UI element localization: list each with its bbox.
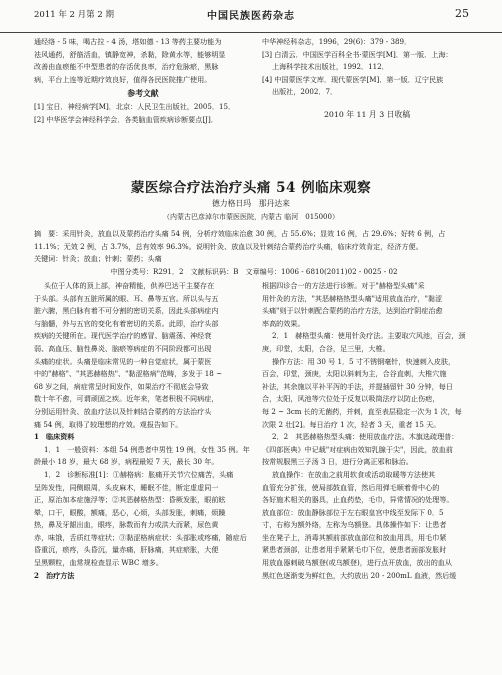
page-number: 25 bbox=[455, 7, 469, 20]
text-line: 按常规服黑三子汤 3 日，进行分离正邪和脉治。 bbox=[262, 457, 413, 467]
issue-date: 2011 年 2 月第 2 期 bbox=[34, 10, 114, 20]
text-line: 用放血器刺破乌额登(或乌额登)，进行点开放血，放出的血从 bbox=[262, 558, 452, 568]
text-line: 呈黑颗粒，血常规检查显示 WBC 增多。 bbox=[34, 558, 163, 568]
text-line: 疾病的关键所在。现代医学治疗的感冒、脑震荡、神经衰 bbox=[34, 331, 212, 341]
text-line: 数十年不愈，可谓顽固之疾。近年来，笔者积极不同病症， bbox=[34, 394, 219, 404]
text-line: 通经络 - 5 味，喝古拉 - 4 汤，塔如德 - 13 等药主要功能为 bbox=[34, 37, 222, 46]
reference-item: 上海科学技术出版社，1992．112． bbox=[272, 62, 389, 72]
text-line: 于头部。头部有五脏所属的眼、耳、鼻等五官。所以头与五 bbox=[34, 293, 219, 303]
text-line: 热，鼻及牙龈出血，眼疼，脉数而有力或洪大而紧，尿色黄 bbox=[34, 520, 219, 530]
text-line: 每 2 ~ 3cm 长的无菌药，并刺，直至表层稳定一次为 1 次，每 bbox=[262, 406, 462, 416]
text-line: 庚，印堂，太阳，合谷，足三里，大椎。 bbox=[262, 343, 390, 353]
text-line: 正，原治加本症施浮等；②其恶赫格热型：昏厥发胀，眼前眩 bbox=[34, 495, 226, 505]
text-line: 祛风通药，舒筋活血，镇静宽神，杀黏，除黄水等，能够明显 bbox=[34, 49, 226, 59]
reference-item: [4] 中国蒙医学文库．现代蒙医学[M]．第一版．辽宁民族 bbox=[262, 74, 444, 84]
text-line: 用针灸的方法，"其恶赫格热型头痛"适用放血治疗，"黏涩 bbox=[262, 293, 443, 303]
reference-item: 出版社，2002．7． bbox=[272, 87, 338, 97]
abstract bbox=[34, 228, 474, 278]
text-line: 2．1 赫格型头痛：使用针灸疗法。主要取穴风池，百会，颈 bbox=[272, 331, 466, 341]
text-line: 弱、高血压、脑性鼻炎、脑瘀等病症的不同阶段都可出现 bbox=[34, 343, 212, 353]
text-line: 1．1 一般资料：本组 54 例患者中男性 19 例，女性 35 例。年 bbox=[44, 444, 250, 454]
text-line: 1．2 诊断标准[1]：①赫格病：胀痛开关节穴位痛苦，头痛 bbox=[44, 469, 234, 479]
article-authors: 德力格日玛 那丹达来 bbox=[212, 199, 290, 208]
text-line: 与脑髓，外与五官的变化有着密切的关系。此即，治疗头部 bbox=[34, 318, 219, 328]
abstract-line: 11.1%；无效 2 例，占 3.7%，总有效率 96.3%。说明针灸、放血以及针刺结合蒙药治疗头痛，临床疗效肯定，经济方便。 bbox=[34, 241, 423, 251]
article-affiliation: （内蒙古巴彦淖尔市蒙医医院，内蒙古 临河 015000） bbox=[163, 213, 339, 221]
text-line: 龄最小 18 岁，最大 68 岁，病程最短 7 天，最长 30 年。 bbox=[34, 457, 219, 467]
text-line: 《四部医典》中记载"对症病由效知乳腺于尖"，因此，放血前 bbox=[262, 444, 453, 454]
journal-title: 中国民族医药杂志 bbox=[207, 11, 295, 22]
text-line: 根据四诊合一的方法进行诊断。对于"赫格型头痛"采 bbox=[262, 281, 425, 290]
text-line: 改善由血瘀能不中型患者的存活优良率，治疗危脉瘀，黑脉 bbox=[34, 62, 219, 72]
reference-item: 中华神经科杂志，1996，29(6)：379 - 389． bbox=[262, 37, 412, 46]
text-line: 放血操作：在放血之前用软食或活动取暖等方法使其 bbox=[272, 469, 436, 479]
text-line: 68 岁之间，病症常呈时间发作，如果治疗不彻底会导致 bbox=[34, 381, 209, 391]
section-heading: 1 临床资料 bbox=[34, 432, 75, 442]
text-line: 呈阵发性，同侧眼周，头皮麻木，睡眠不佳，断定虚虚同一 bbox=[34, 482, 219, 492]
text-line: 百会，印堂，颈庚，太阳以斜刺为主，合谷直刺，大椎穴施 bbox=[262, 369, 447, 379]
body-right-column bbox=[262, 280, 474, 582]
section-heading: 2 治疗方法 bbox=[34, 570, 75, 580]
abstract-line: 摘 要：采用针灸，放血以及蒙药治疗头痛 54 例，分析疗效临床治愈 30 例，占 55.6%；显效 16 例，占 29.6%；好转 6 例，占 bbox=[34, 229, 446, 238]
text-line: 坐在凳子上，消毒其额前部放血部位和放血用具，用毛巾紧 bbox=[262, 532, 447, 542]
text-line: 晕，口干，眼酸，额痛，恶心，心烦，头部发胀，刺痛，烦躁 bbox=[34, 507, 226, 517]
text-line: 黑红色逐渐变为鲜红色，大约放出 20 - 200mL 血液，然后缓 bbox=[262, 570, 457, 580]
text-line: 各好施术相关的器具，止血药垫，毛巾，异常情况的处理等。 bbox=[262, 495, 454, 505]
text-line: 中的"赫格"、"其恶赫格热"、"黏涩格病"范畴，多发于 18 ~ bbox=[34, 369, 223, 379]
prev-article-tail bbox=[34, 36, 252, 126]
text-line: 痛 54 例，取得了较理想的疗效。观报告如下。 bbox=[34, 419, 183, 429]
received-date: 2010 年 11 月 3 日收稿 bbox=[323, 109, 411, 119]
article-title: 蒙医综合疗法治疗头痛 54 例临床观察 bbox=[130, 180, 372, 196]
reference-item: [2] 中华医学会神经科学会．各类脑血管疾病诊断要点[J]． bbox=[34, 114, 218, 124]
body-left-column bbox=[34, 280, 252, 582]
text-line: 分别运用针灸、放血疗法以及针刺结合蒙药的方法治疗头 bbox=[34, 406, 212, 416]
reference-item: [1] 宝日．神经病学[M]．北京：人民卫生出版社，2005．15． bbox=[34, 101, 236, 111]
text-line: 补法，其余施以平补平泻的手法，并提插留针 30 分钟，每日 bbox=[262, 381, 453, 391]
text-line: 血管充分扩张，使局部鼓血管，然后用弹毛顺着骨中心的 bbox=[262, 482, 440, 492]
text-line: 2．2 其恶赫格热型头痛：使用放血疗法。木旗选疏理普： bbox=[272, 432, 459, 442]
text-line: 头痛的症状。头痛是临床常见的一种自觉症状，属于蒙医 bbox=[34, 356, 212, 366]
text-line: 病，平台上连等近期疗效良好，值得各民医院推广使用。 bbox=[34, 74, 212, 84]
text-line: 合，太阳，风池等穴位处于反复以吸筒法疗以防止伤疤， bbox=[262, 394, 440, 404]
classification-line: 中图分类号：R291．2 文献标识码：B 文章编号：1006 - 6810(2011)02 - 0025 - 02 bbox=[110, 266, 398, 276]
text-line: 紧患者颈部，让患者用手紧紧毛巾下位，使患者面部发胀时 bbox=[262, 545, 447, 555]
text-line: 次限 2 壮[2]。每日治疗 1 次，轻者 3 天，重者 15 天。 bbox=[262, 419, 441, 429]
text-line: 放血部位：放血静脉部位于左右眼皇宫中线至发际下 0．5 bbox=[262, 507, 444, 517]
text-line: 赤，味饿，舌质红等症状；③黏涩格病症状：头部胀或疼痛，随症后 bbox=[34, 532, 247, 542]
text-line: 脏六腑，黑白脉有着不可分割的密切关系，因此头部病症内 bbox=[34, 306, 219, 316]
text-line: 头痛"则于以针刺配合蒙药的治疗方法，达到治疗阴症治愈 bbox=[262, 306, 443, 316]
text-line: 昏重沉，瘀疼，头昏沉，量赤痛，肝脉痛，其症瘀胀，大便 bbox=[34, 545, 219, 555]
prev-article-refs bbox=[262, 36, 472, 122]
references-heading: 参考文献 bbox=[127, 89, 159, 99]
reference-item: [3] 白清云．中国医学百科全书·蒙医学[M]．第一版．上海： bbox=[262, 49, 453, 59]
text-line: 操作方法：用 30 号 1．5 寸不锈钢毫针，快速刺入皮肤， bbox=[272, 356, 456, 366]
page-header bbox=[0, 0, 502, 33]
text-line: 率高的效果。 bbox=[262, 318, 305, 328]
text-line: 寸，右称为额外络，左称为乌额登。具体操作如下：让患者 bbox=[262, 520, 447, 530]
keywords: 关键词：针灸；放血；针刺；蒙药；头痛 bbox=[34, 254, 162, 264]
text-line: 头位于人体的顶上部，神奋精能，供养巴达干主要存在 bbox=[44, 281, 215, 290]
